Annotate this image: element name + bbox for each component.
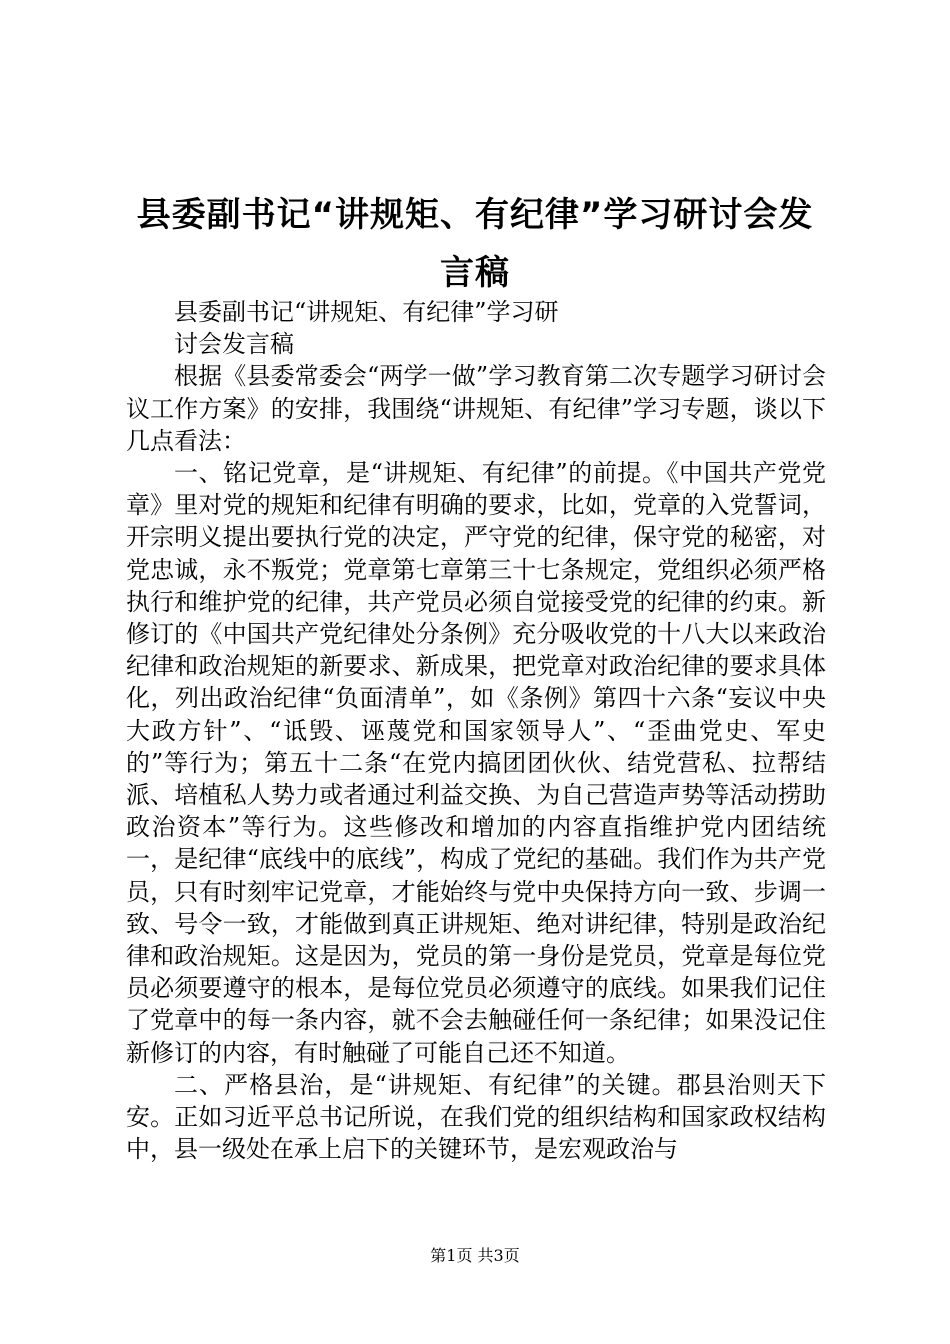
document-body [126, 296, 826, 1165]
paragraph: 二、严格县治，是“讲规矩、有纪律”的关键。郡县治则天下安。正如习近平总书记所说，在我们党的组织结构和国家政权结构中，县一级处在承上启下的关键环节，是宏观政治与 [126, 1070, 826, 1164]
document-title: 县委副书记“讲规矩、有纪律”学习研讨会发言稿 [136, 195, 814, 293]
paragraph: 一、铭记党章，是“讲规矩、有纪律”的前提。《中国共产党党章》里对党的规矩和纪律有明确的要求，比如，党章的入党誓词，开宗明义提出要执行党的决定，严守党的纪律，保守党的秘密，对党忠诚，永不叛党；党章第七章第三十七条规定，党组织必须严格执行和维护党的纪律，共产党员必须自觉接受党的纪律的约束。新修订的《中国共产党纪律处分条例》充分吸收党的十八大以来政治纪律和政治规矩的新要求、新成果，把党章对政治纪律的要求具体化，列出政治纪律“负面清单”，如《条例》第四十六条“妄议中央大政方针”、“诋毁、诬蔑党和国家领导人”、“歪曲党史、军史的”等行为；第五十二条“在党内搞团团伙伙、结党营私、拉帮结派、培植私人势力或者通过利益交换、为自己营造声势等活动捞助政治资本”等行为。这些修改和增加的内容直指维护党内团结统一，是纪律“底线中的底线”，构成了党纪的基础。我们作为共产党员，只有时刻牢记党章，才能始终与党中央保持方向一致、步调一致、号令一致，才能做到真正讲规矩、绝对讲纪律，特别是政治纪律和政治规矩。这是因为，党员的第一身份是党员，党章是每位党员必须要遵守的根本，是每位党员必须遵守的底线。如果我们记住了党章中的每一条内容，就不会去触碰任何一条纪律；如果没记住新修订的内容，有时触碰了可能自己还不知道。 [126, 459, 826, 1067]
paragraph: 讨会发言稿 [174, 330, 294, 359]
paragraph: 根据《县委常委会“两学一做”学习教育第二次专题学习研讨会议工作方案》的安排，我围绕“讲规矩、有纪律”学习专题，谈以下几点看法： [126, 362, 826, 455]
page-footer: 第1页 共3页 [430, 1246, 520, 1265]
paragraph: 县委副书记“讲规矩、有纪律”学习研 [174, 298, 559, 326]
